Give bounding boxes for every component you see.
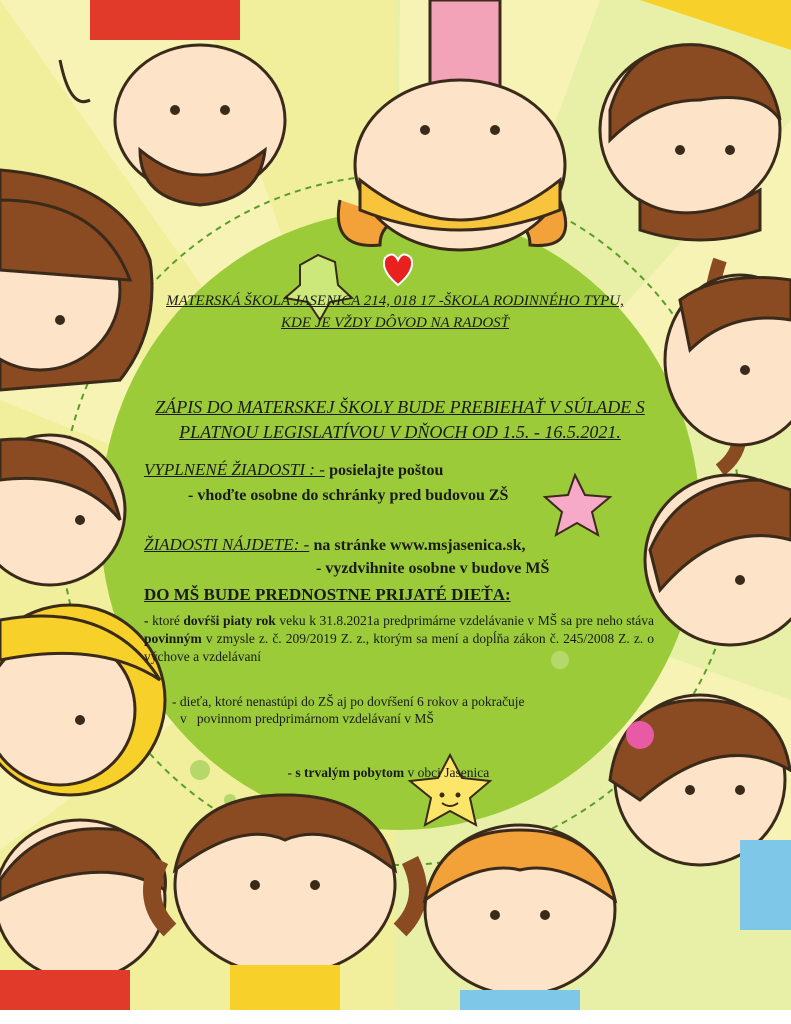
forms-row <box>144 535 664 555</box>
forms-label: ŽIADOSTI NÁJDETE: - <box>144 535 310 554</box>
priority-item-age: - ktoré dovŕši piaty rok veku k 31.8.2021a predprimárne vzdelávanie v MŠ sa pre neho stáva povinným v zmysle z. č. 209/2019 Z. z., ktorým sa mení a dopĺňa zákon č. 245/2008 Z. z. o výchove a vzdelávaní <box>144 613 654 664</box>
priority-item-residence: - s trvalým pobytom v obci Jasenica <box>287 765 490 780</box>
highlight-mandatory: povinným <box>144 631 202 646</box>
priority-heading: DO MŠ BUDE PREDNOSTNE PRIJATÉ DIEŤA: <box>144 585 511 604</box>
submissions-option-mailbox: - vhoďte osobne do schránky pred budovou ZŠ <box>188 487 509 504</box>
school-name-line2: KDE JE VŽDY DÔVOD NA RADOSŤ <box>280 315 510 331</box>
highlight-residence: s trvalým pobytom <box>295 765 405 780</box>
forms-option-in-person: - vyzdvihnite osobne v budove MŠ <box>316 560 550 577</box>
forms-option-website: na stránke www.msjasenica.sk, <box>313 537 526 554</box>
submissions-label: VYPLNENÉ ŽIADOSTI : - <box>144 460 325 479</box>
announcement-line2: PLATNOU LEGISLATÍVOU V DŇOCH OD 1.5. - 16.5.2021. <box>179 422 621 442</box>
school-name-line1: MATERSKÁ ŠKOLA JASENICA 214, 018 17 -ŠKOLA RODINNÉHO TYPU, <box>166 293 624 309</box>
announcement-line1: ZÁPIS DO MATERSKEJ ŠKOLY BUDE PREBIEHAŤ V SÚLADE S <box>155 397 645 417</box>
submissions-row <box>144 460 664 480</box>
submissions-option-post: posielajte poštou <box>329 462 444 479</box>
priority-item-deferred-line2: v povinnom predprimárnom vzdelávaní v MŠ <box>180 711 434 726</box>
item-dash: - <box>144 613 149 628</box>
priority-item-deferred-line1: - dieťa, ktoré nenastúpi do ZŠ aj po dovŕšení 6 rokov a pokračuje <box>172 694 525 709</box>
highlight-fifth-year: dovŕši piaty rok <box>183 613 276 628</box>
